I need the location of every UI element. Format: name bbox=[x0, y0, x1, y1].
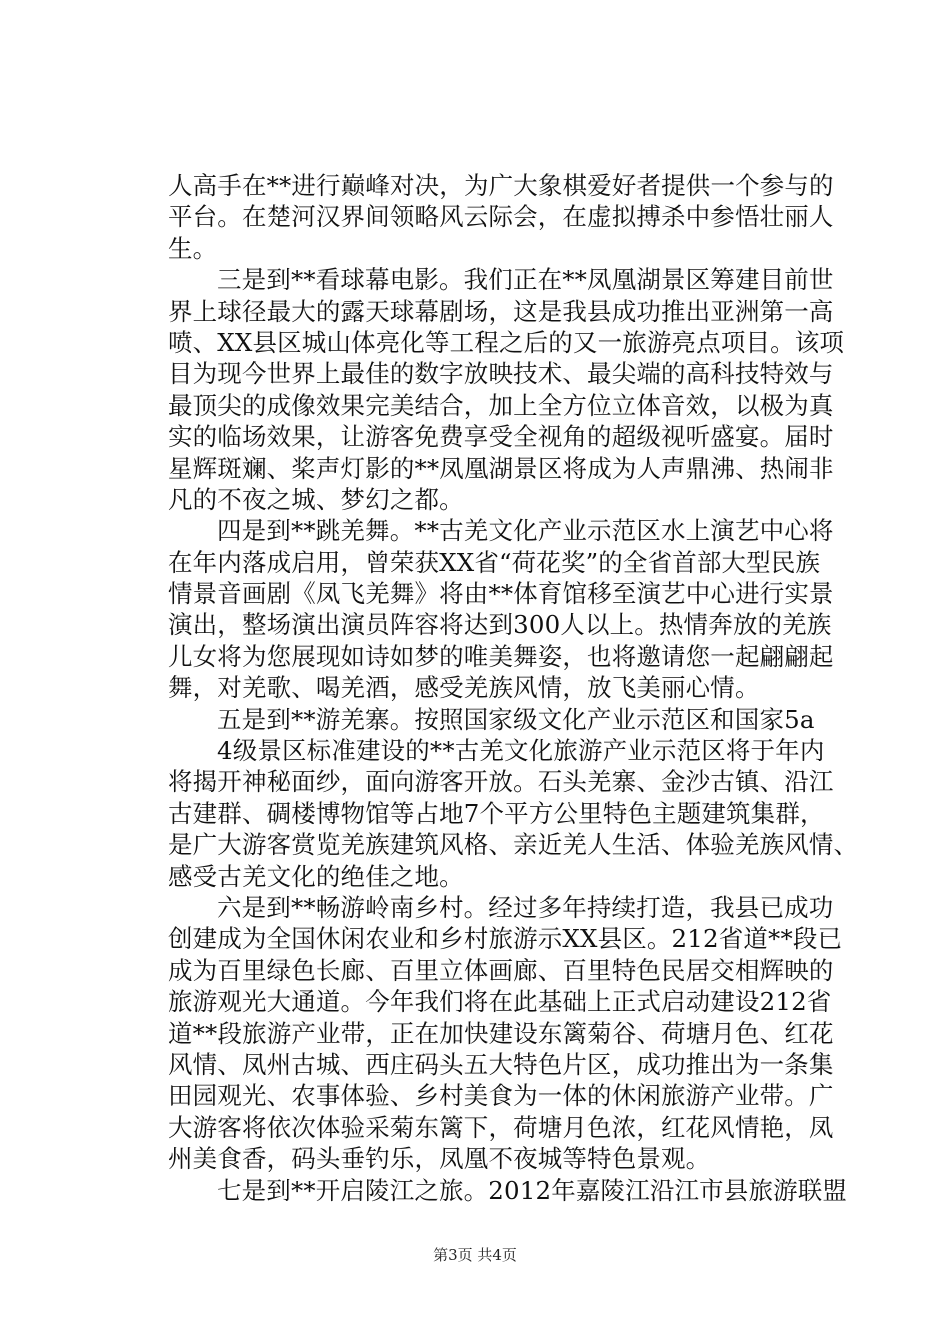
text-line: 五是到**游羌寨。按照国家级文化产业示范区和国家5a bbox=[217, 704, 815, 734]
text-line: 最顶尖的成像效果完美结合，加上全方位立体音效，以极为真 bbox=[168, 390, 834, 420]
text-line: 生。 bbox=[168, 233, 218, 263]
text-line: 感受古羌文化的绝佳之地。 bbox=[168, 861, 464, 891]
text-line: 大游客将依次体验采菊东篱下，荷塘月色浓，红花风情艳，凤 bbox=[168, 1112, 834, 1142]
text-line: 旅游观光大通道。今年我们将在此基础上正式启动建设212省 bbox=[168, 987, 832, 1017]
text-line: 道**段旅游产业带，正在加快建设东篱菊谷、荷塘月色、红花 bbox=[168, 1018, 834, 1048]
text-line: 情景音画剧《凤飞羌舞》将由**体育馆移至演艺中心进行实景 bbox=[168, 579, 834, 609]
text-line: 4级景区标准建设的**古羌文化旅游产业示范区将于年内 bbox=[217, 736, 825, 766]
text-line: 将揭开神秘面纱，面向游客开放。石头羌寨、金沙古镇、沿江 bbox=[168, 767, 834, 797]
text-line: 目为现今世界上最佳的数字放映技术、最尖端的高科技特效与 bbox=[168, 359, 834, 389]
text-line: 在年内落成启用，曾荣获XX省“荷花奖”的全省首部大型民族 bbox=[168, 547, 821, 577]
page-footer: 第3页 共4页 bbox=[433, 1246, 517, 1264]
text-line: 四是到**跳羌舞。**古羌文化产业示范区水上演艺中心将 bbox=[217, 516, 834, 546]
text-line: 儿女将为您展现如诗如梦的唯美舞姿，也将邀请您一起翩翩起 bbox=[168, 641, 834, 671]
text-line: 六是到**畅游岭南乡村。经过多年持续打造，我县已成功 bbox=[217, 892, 834, 922]
text-line: 古建群、碉楼博物馆等占地7个平方公里特色主题建筑集群， bbox=[168, 798, 825, 828]
text-line: 州美食香，码头垂钓乐，凤凰不夜城等特色景观。 bbox=[168, 1144, 711, 1174]
text-line: 田园观光、农事体验、乡村美食为一体的休闲旅游产业带。广 bbox=[168, 1081, 834, 1111]
text-line: 是广大游客赏览羌族建筑风格、亲近羌人生活、体验羌族风情、 bbox=[168, 830, 859, 860]
text-line: 星辉斑斓、桨声灯影的**凤凰湖景区将成为人声鼎沸、热闹非 bbox=[168, 453, 834, 483]
text-line: 风情、凤州古城、西庄码头五大特色片区，成功推出为一条集 bbox=[168, 1049, 834, 1079]
text-line: 成为百里绿色长廊、百里立体画廊、百里特色民居交相辉映的 bbox=[168, 955, 834, 985]
text-line: 七是到**开启陵江之旅。2012年嘉陵江沿江市县旅游联盟 bbox=[217, 1175, 848, 1205]
text-line: 喷、XX县区城山体亮化等工程之后的又一旅游亮点项目。该项 bbox=[168, 327, 845, 357]
text-line: 界上球径最大的露天球幕剧场，这是我县成功推出亚洲第一高 bbox=[168, 296, 834, 326]
text-line: 平台。在楚河汉界间领略风云际会，在虚拟搏杀中参悟壮丽人 bbox=[168, 202, 834, 232]
text-line: 实的临场效果，让游客免费享受全视角的超级视听盛宴。届时 bbox=[168, 422, 834, 452]
document-body bbox=[168, 170, 859, 1206]
text-line: 三是到**看球幕电影。我们正在**凤凰湖景区筹建目前世 bbox=[217, 265, 834, 295]
text-line: 人高手在**进行巅峰对决，为广大象棋爱好者提供一个参与的 bbox=[168, 171, 834, 200]
text-line: 演出，整场演出演员阵容将达到300人以上。热情奔放的羌族 bbox=[168, 610, 832, 640]
text-line: 舞，对羌歌、喝羌酒，感受羌族风情，放飞美丽心情。 bbox=[168, 673, 760, 703]
text-line: 凡的不夜之城、梦幻之都。 bbox=[168, 484, 464, 514]
text-line: 创建成为全国休闲农业和乡村旅游示XX县区。212省道**段已 bbox=[168, 924, 843, 954]
